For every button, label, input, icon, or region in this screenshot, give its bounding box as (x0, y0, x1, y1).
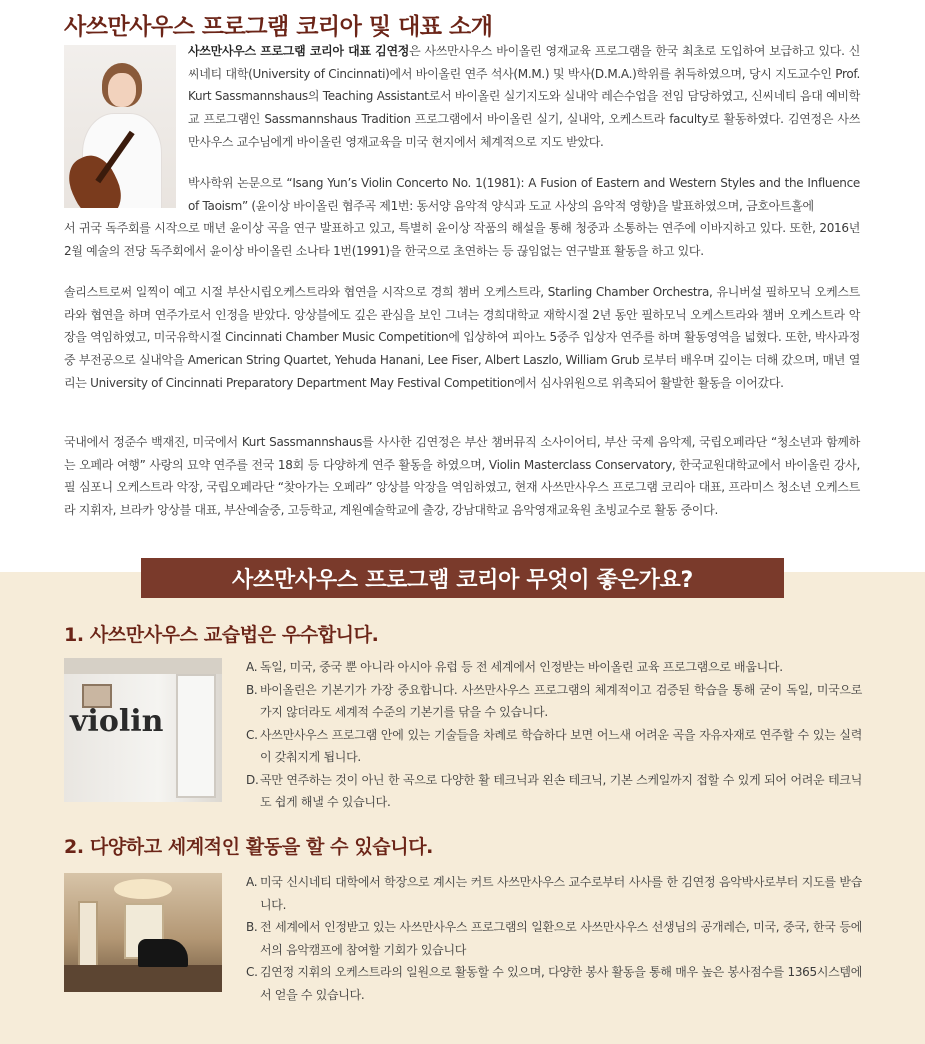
list-item: D. 곡만 연주하는 것이 아닌 한 곡으로 다양한 활 테크닉과 왼손 테크닉, 기본 스케일까지 접할 수 있게 되어 어려운 테크닉도 쉽게 해낼 수 있습니다. (246, 772, 862, 809)
violin-sign-text: violin (70, 704, 164, 739)
benefits-banner: 사쓰만사우스 프로그램 코리아 무엇이 좋은가요? (141, 558, 784, 598)
intro-paragraph-4: 국내에서 정준수 백재진, 미국에서 Kurt Sassmannshaus를 사사한 김연정은 부산 챔버뮤직 소사이어티, 부산 국제 음악제, 국립오페라단 “청소년과 함께하는 오페라 여행” 사랑의 묘약 연주를 전국 18회 등 다양하게 연주 활동을 하였으며, Violin Masterclass Conservatory, 한국교원대학교에서 바이올린 강사, 필 심포니 오케스트라 악장, 국립오페라단 “찾아가는 오페라” 앙상블 악장을 역임하였고, 현재 사쓰만사우스 프로그램 코리아 대표, 프라미스 청소년 오케스트라 지휘자, 브라카 앙상블 대표, 부산예술중, 고등학교, 계원예술학교에 출강, 강남대학교 음악영재교육원 초빙교수로 활동 중이다. (64, 435, 860, 518)
list-item: B. 바이올린은 기본기가 가장 중요합니다. 사쓰만사우스 프로그램의 체계적이고 검증된 학습을 통해 굳이 독일, 미국으로 가지 않더라도 세계적 수준의 기본기를 닦을 수 있습니다. (246, 682, 862, 719)
section-2-list (246, 871, 862, 1006)
list-item: C. 사쓰만사우스 프로그램 안에 있는 기술들을 차례로 학습하다 보면 어느새 어려운 곡을 자유자재로 연주할 수 있는 실력이 갖춰지게 됩니다. (246, 727, 862, 764)
studio-entrance-photo (64, 658, 222, 802)
intro-paragraph-1-text: 은 사쓰만사우스 바이올린 영재교육 프로그램을 한국 최초로 도입하여 보급하고 있다. 신씨네티 대학(University of Cincinnati)에서 바이올린 연주 석사(M.M.) 및 박사(D.M.A.)학위를 취득하였으며, 당시 지도교수인 Prof. Kurt Sassmannshaus의 Teaching Assistant로서 바이올린 실기지도와 실내악 레슨수업을 전임 담당하였고, 신씨네티 음대 예비학교 프로그램인 Sassmannshaus Tradition 프로그램에서 바이올린 실기, 실내악, 오케스트라 faculty로 활동하였다. 김연정은 사쓰만사우스 교수님에게 바이올린 영재교육을 미국 현지에서 체계적으로 지도 받았다. (188, 44, 860, 149)
intro-paragraph-2-top: 박사학위 논문으로 “Isang Yun’s Violin Concerto No. 1(1981): A Fusion of Eastern and Western Styles and the Influence of Taoism” (윤이상 바이올린 협주곡 제1번: 동서양 음악적 양식과 도교 사상의 음악적 영향)을 발표하였으며, 금호아트홀에 (188, 176, 860, 213)
intro-paragraph-1 (188, 40, 860, 154)
list-item: A. 미국 신시네티 대학에서 학장으로 계시는 커트 사쓰만사우스 교수로부터 사사를 한 김연정 음악박사로부터 지도를 받습니다. (246, 875, 862, 912)
list-item: B. 전 세계에서 인정받고 있는 사쓰만사우스 프로그램의 일환으로 사쓰만사우스 선생님의 공개레슨, 미국, 중국, 한국 등에서의 음악캠프에 참여할 기회가 있습니다 (246, 920, 862, 957)
section-1-title: 1. 사쓰만사우스 교습법은 우수합니다. (64, 624, 379, 646)
director-name-lead: 사쓰만사우스 프로그램 코리아 대표 김연정 (188, 44, 410, 58)
intro-paragraph-3: 솔리스트로써 일찍이 예고 시절 부산시립오케스트라와 협연을 시작으로 경희 챔버 오케스트라, Starling Chamber Orchestra, 유니버설 필하모닉 오케스트라와 협연을 하며 연주가로서 인정을 받았다. 앙상블에도 깊은 관심을 보인 그녀는 경희대학교 재학시절 2년 동안 필하모닉 오케스트라와 챔버 오케스트라 악장을 역임하였고, 미국유학시절 Cincinnati Chamber Music Competition에 입상하여 피아노 5중주 입상자 연주를 하며 활동영역을 넓혔다. 또한, 박사과정 중 부전공으로 실내악을 American String Quartet, Yehuda Hanani, Lee Fiser, Albert Laszlo, William Grub 로부터 배우며 깊이는 더해 갔으며, 매년 열리는 University of Cincinnati Preparatory Department May Festival Competition에서 심사위원으로 위촉되어 활발한 활동을 이어갔다. (64, 285, 860, 390)
recital-room-photo (64, 873, 222, 992)
list-item: A. 독일, 미국, 중국 뿐 아니라 아시아 유럽 등 전 세계에서 인정받는 바이올린 교육 프로그램으로 배웁니다. (246, 660, 783, 674)
ceiling-light-icon (114, 879, 172, 899)
list-item: C. 김연정 지휘의 오케스트라의 일원으로 활동할 수 있으며, 다양한 봉사 활동을 통해 매우 높은 봉사점수를 1365시스템에서 얻을 수 있습니다. (246, 965, 862, 1002)
intro-title: 사쓰만사우스 프로그램 코리아 및 대표 소개 (64, 14, 493, 40)
section-1-list (246, 656, 862, 814)
intro-paragraph-2-bottom: 서 귀국 독주회를 시작으로 매년 윤이상 곡을 연구 발표하고 있고, 특별히 윤이상 작품의 해설을 통해 청중과 소통하는 연주에 이바지하고 있다. 또한, 2016년 2월 예술의 전당 독주회에서 윤이상 바이올린 소나타 1번(1991)을 한국으로 초연하는 등 끊임없는 연구발표 활동을 하고 있다. (64, 221, 860, 258)
director-portrait-photo (64, 45, 176, 208)
glass-door-icon (176, 674, 216, 798)
section-2-title: 2. 다양하고 세계적인 활동을 할 수 있습니다. (64, 836, 433, 858)
grand-piano-icon (138, 939, 188, 967)
